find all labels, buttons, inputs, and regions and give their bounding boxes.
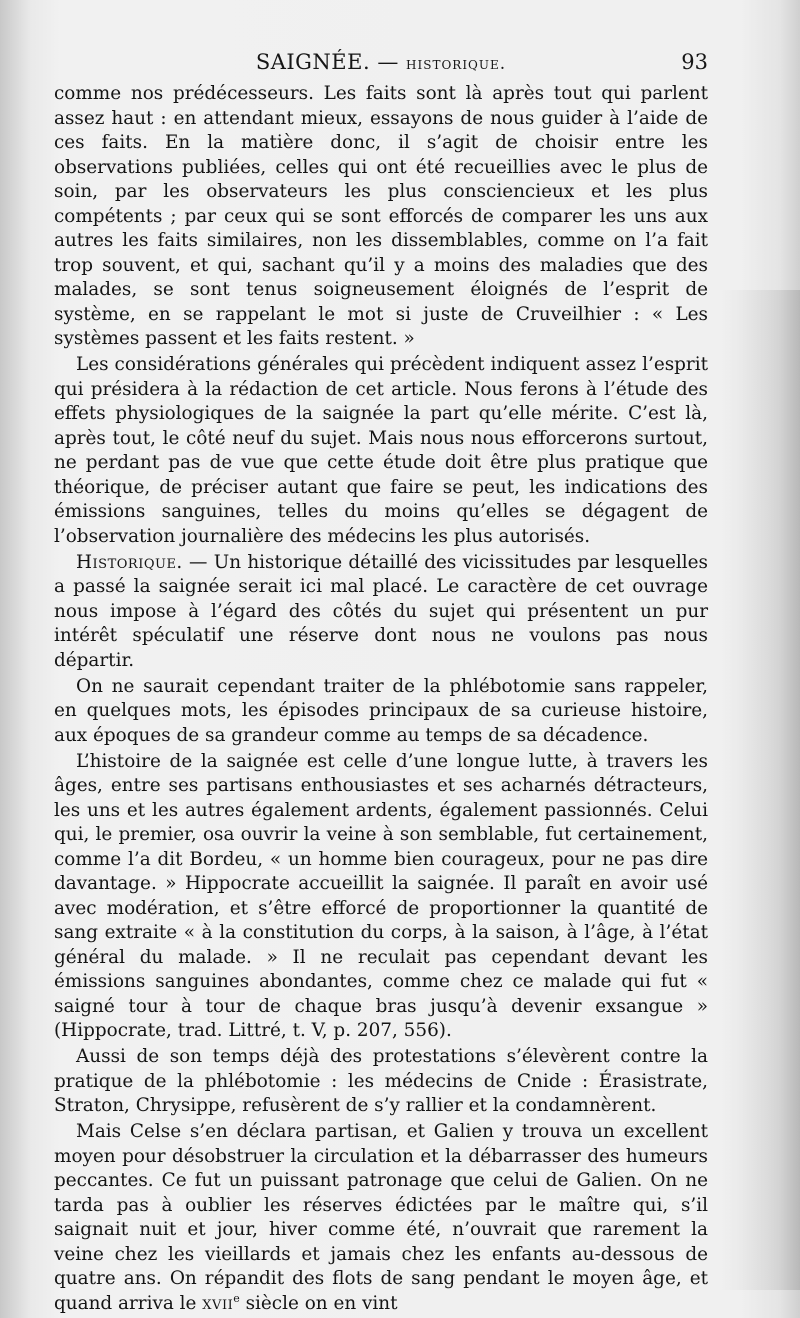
paragraph-7 <box>54 1120 708 1316</box>
paragraph-7-text: Mais Celse s’en déclara partisan, et Galien y trouva un excellent moyen pour désobstruer la circulation et la débarrasser des humeurs peccantes. Ce fut un puissant patronage que celui de Galien. On ne tarda pas à oublier les réserves édictées par le maître qui, s’il saignait nuit et jour, hiver comme été, n’ouvrait que rarement la veine chez les vieillards et jamais chez les enfants au-dessous de quatre ans. On répandit des flots de sang pendant le moyen âge, et quand arriva le <box>54 1121 708 1314</box>
paragraph-5: L’histoire de la saignée est celle d’une longue lutte, à travers les âges, entre ses partisans enthousiastes et ses acharnés détracteurs, les uns et les autres également ardents, également passionnés. Celui qui, le premier, osa ouvrir la veine à son semblable, fut certainement, comme l’a dit Bordeu, « un homme bien courageux, pour ne pas dire davantage. » Hippocrate accueillit la saignée. Il paraît en avoir usé avec modération, et s’être efforcé de proportionner la quantité de sang extraite « à la constitution du corps, à la saison, à l’âge, à l’état général du malade. » Il ne reculait pas cependant devant les émissions sanguines abondantes, comme chez ce malade qui fut « saigné tour à tour de chaque bras jusqu’à devenir exsangue » (Hippocrate, trad. Littré, t. V, p. 207, 556). <box>54 750 708 1041</box>
paragraph-2: Les considérations générales qui précèdent indiquent assez l’esprit qui présidera à la rédaction de cet article. Nous ferons à l’étude des effets physiologiques de la saignée la part qu’elle mérite. C’est là, après tout, le côté neuf du sujet. Mais nous nous efforcerons surtout, ne perdant pas de vue que cette étude doit être plus pratique que théorique, de préciser autant que faire se peut, les indications des émissions sanguines, telles du moins qu’elles se dégagent de l’observation journalière des médecins les plus autorisés. <box>54 354 708 547</box>
section-heading-historique: Historique. <box>76 551 183 573</box>
running-header <box>54 48 708 78</box>
paragraph-4: On ne saurait cependant traiter de la phlébotomie sans rappeler, en quelques mots, les épisodes principaux de sa curieuse histoire, aux époques de sa grandeur comme au temps de sa décadence. <box>54 675 708 746</box>
show-through-shadow <box>720 290 800 1290</box>
running-title <box>54 50 708 74</box>
paragraph-3-text: — Un historique détaillé des vicissitudes par lesquelles a passé la saignée serait ici mal placé. Le caractère de cet ouvrage nous impose à l’égard des côtés du sujet qui présentent un pur intérêt spéculatif une réserve dont nous ne voulons pas nous départir. <box>54 551 708 671</box>
paragraph-historique <box>54 551 708 674</box>
running-title-main: SAIGNÉE. <box>255 50 371 74</box>
century-numeral: xvii <box>202 1292 234 1314</box>
paragraph-6: Aussi de son temps déjà des protestations s’élevèrent contre la pratique de la phlébotomie : les médecins de Cnide : Érasistrate, Straton, Chrysippe, refusèrent de s’y rallier et la condamnèrent. <box>54 1046 708 1116</box>
paragraph-7-end: siècle on en vint <box>239 1292 398 1314</box>
running-title-separator: — <box>370 50 407 74</box>
century-superscript: e <box>233 1291 240 1305</box>
paragraph-1: comme nos prédécesseurs. Les faits sont là après tout qui parlent assez haut : en attendant mieux, essayons de nous guider à l’aide de ces faits. En la matière donc, il s’agit de choisir entre les observations publiées, celles qui ont été recueillies avec le plus de soin, par les observateurs les plus consciencieux et les plus compétents ; par ceux qui se sont efforcés de comparer les uns aux autres les faits similaires, non les dissemblables, comme on l’a fait trop souvent, et qui, sachant qu’il y a moins des maladies que des malades, se sont tenus soigneusement éloignés de l’esprit de système, en se rappelant le mot si juste de Cruveilhier : « Les systèmes passent et les faits restent. » <box>54 83 708 349</box>
body-text <box>54 82 708 1318</box>
running-title-section: historique. <box>406 54 507 74</box>
page-number: 93 <box>681 50 708 74</box>
